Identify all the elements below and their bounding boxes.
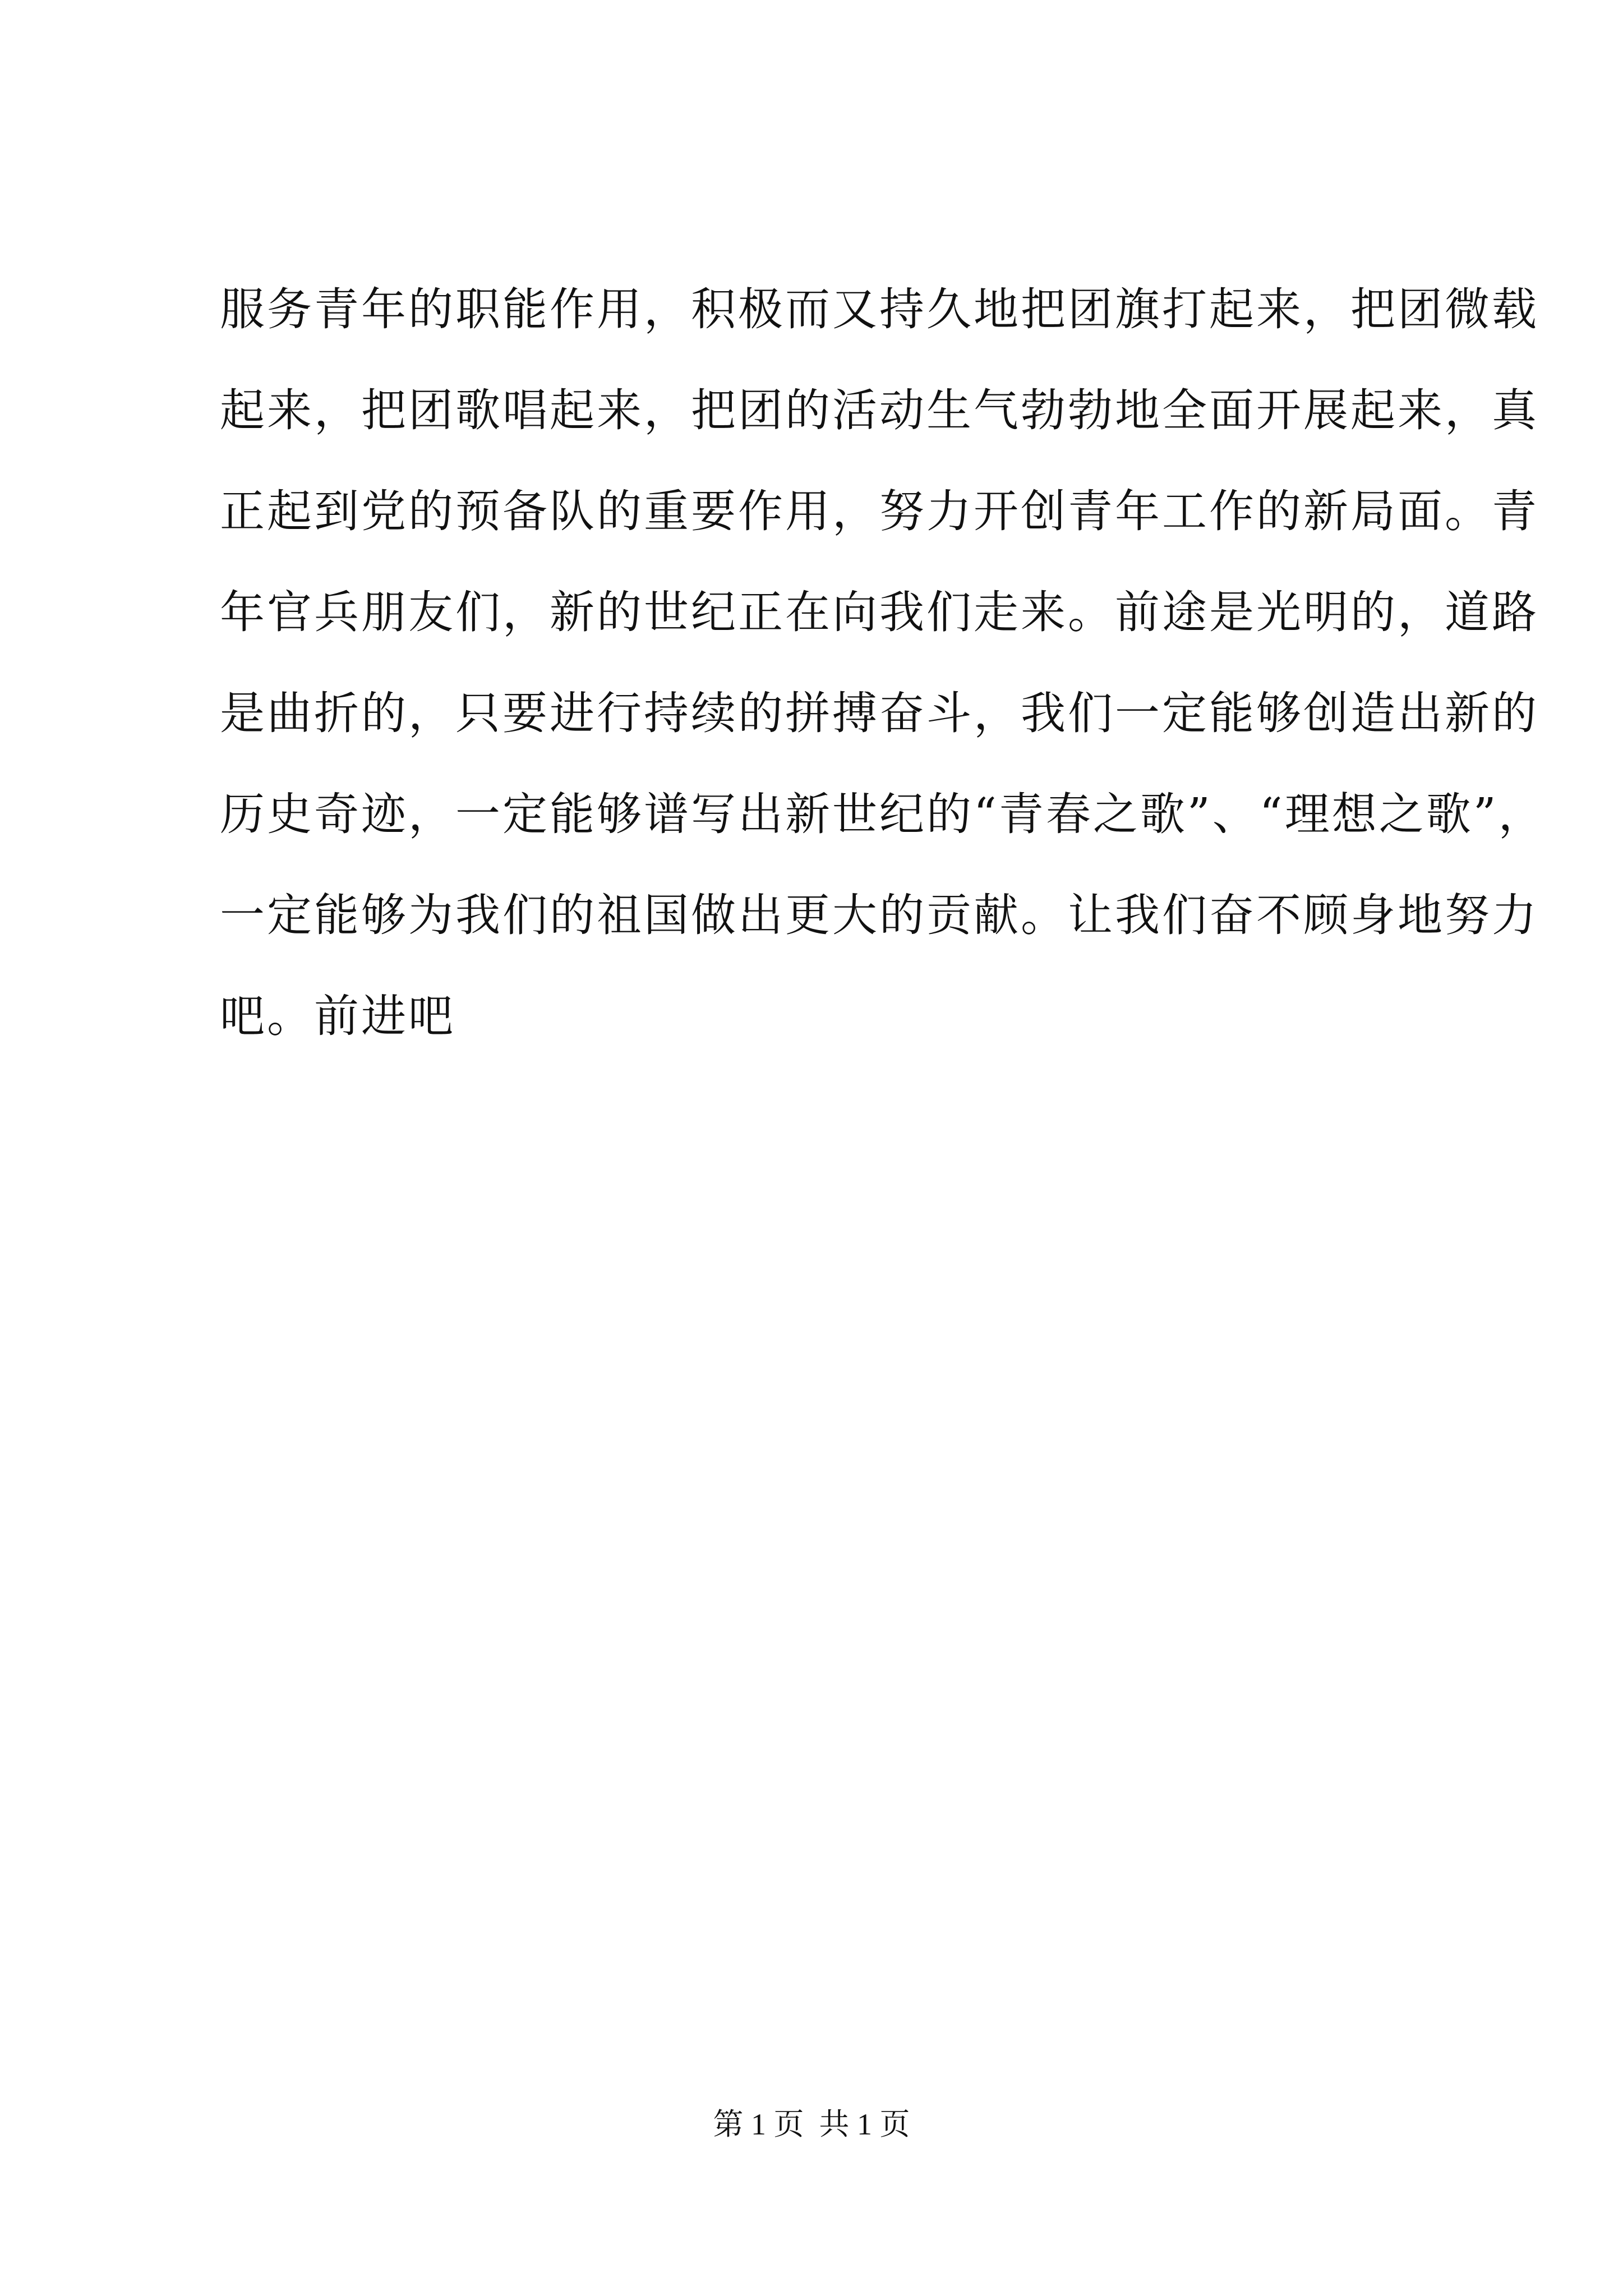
- text-line: 一定能够为我们的祖国做出更大的贡献。让我们奋不顾身地努力: [220, 889, 1539, 941]
- body-paragraph: [220, 259, 1546, 1067]
- text-line: 服务青年的职能作用，积极而又持久地把团旗打起来，把团微载: [220, 283, 1539, 335]
- page-footer: 第 1 页 共 1 页: [713, 2108, 910, 2141]
- text-line: 年官兵朋友们，新的世纪正在向我们走来。前途是光明的，道路: [220, 586, 1539, 638]
- text-line: 是曲折的，只要进行持续的拼搏奋斗，我们一定能够创造出新的: [220, 687, 1539, 739]
- text-line: 正起到党的预备队的重要作用，努力开创青年工作的新局面。青: [220, 485, 1539, 537]
- text-line: 历史奇迹，一定能够谱写出新世纪的“青春之歌”、“理想之歌”，: [220, 788, 1546, 840]
- text-line: 吧。前进吧: [220, 990, 455, 1042]
- text-line: 起来，把团歌唱起来，把团的活动生气勃勃地全面开展起来，真: [220, 384, 1539, 436]
